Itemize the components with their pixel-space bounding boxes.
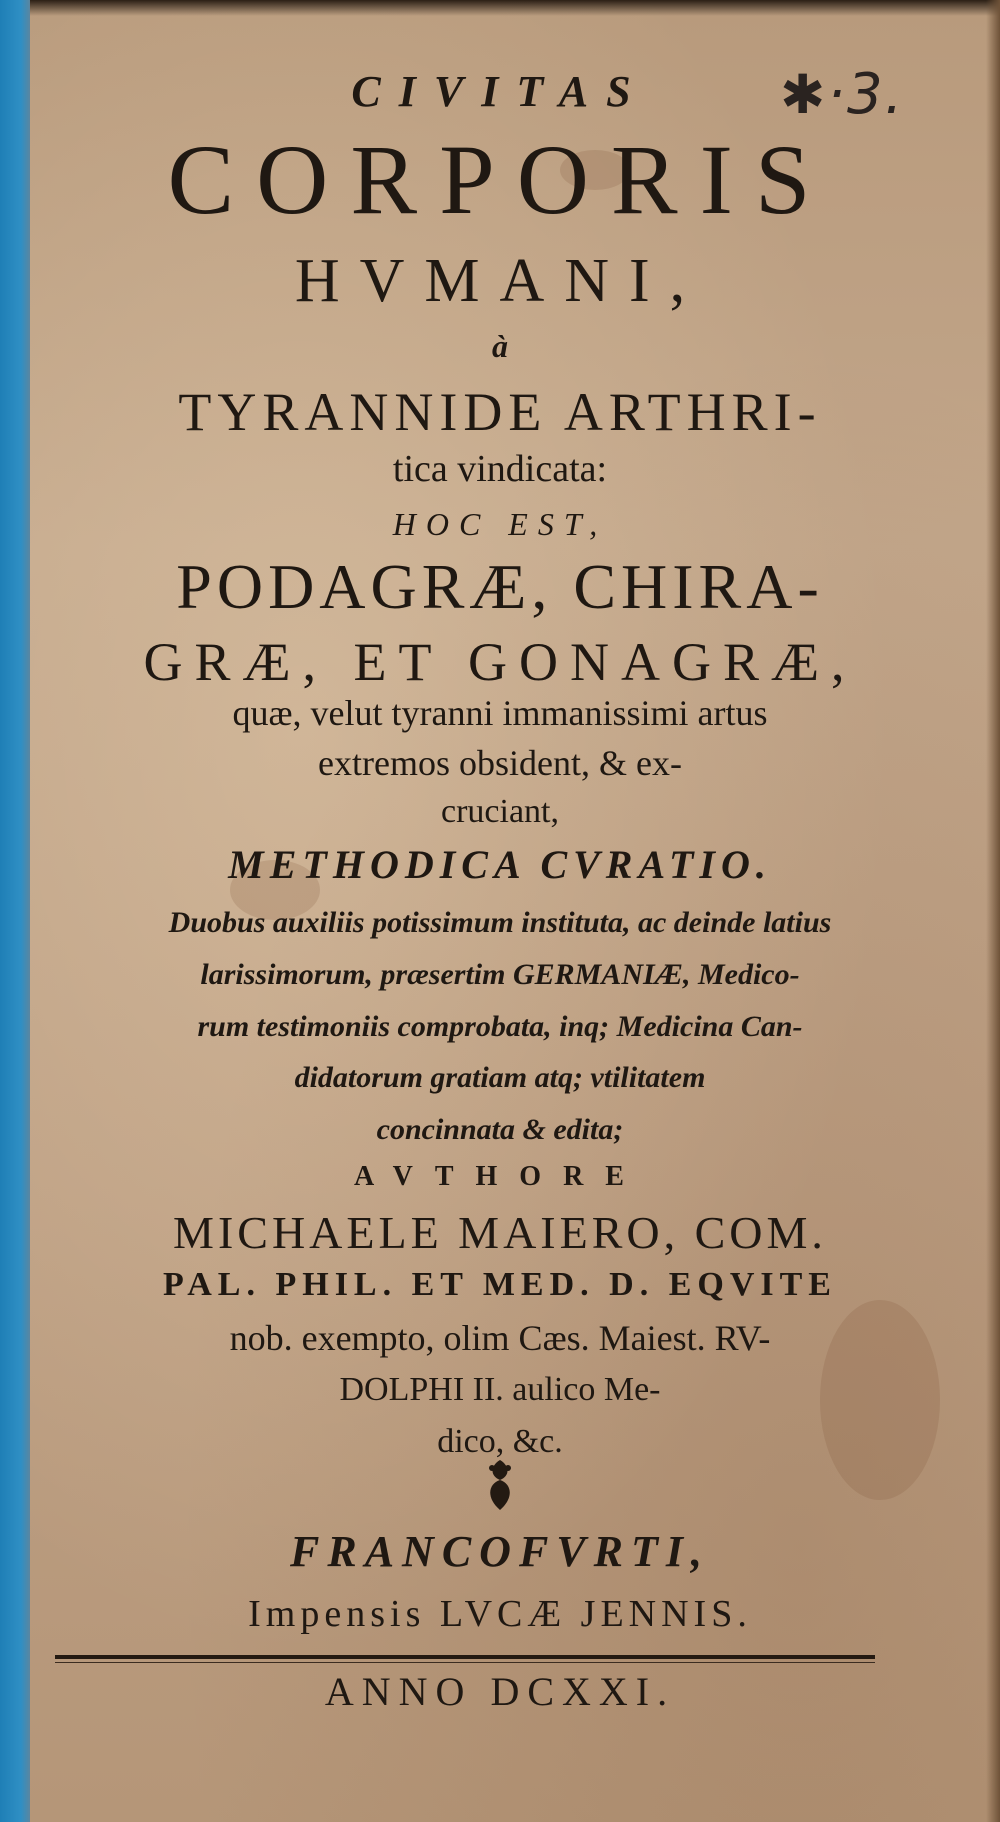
author-line-dico: dico, &c. — [437, 1423, 563, 1460]
title-line-podagrae: PODAGRÆ, CHIRA- — [176, 551, 824, 622]
title-line-clarissimorum: larissimorum, præsertim GERMANIÆ, Medico- — [200, 958, 800, 991]
title-line-didatorum: didatorum gratiam atq; vtilitatem — [294, 1061, 706, 1094]
title-line-methodica-curatio: METHODICA CVRATIO. — [228, 842, 772, 887]
shelfmark-number: ·3. — [827, 62, 905, 127]
imprint-place: FRANCOFVRTI, — [290, 1527, 710, 1576]
author-line-dolphi: DOLPHI II. aulico Me- — [339, 1371, 661, 1408]
title-line-a: à — [492, 328, 508, 364]
title-line-cruciant: cruciant, — [441, 793, 559, 830]
title-line-civitas: CIVITAS — [351, 67, 649, 116]
printer-ornament-icon — [480, 1458, 520, 1512]
title-line-testimoniis: rum testimoniis comprobata, inq; Medicina Can- — [197, 1010, 803, 1043]
author-titles: PAL. PHIL. ET MED. D. EQVITE — [163, 1266, 837, 1303]
imprint-rule-thin — [55, 1662, 875, 1663]
title-line-corporis: CORPORIS — [167, 124, 833, 235]
page-right-edge — [986, 0, 1000, 1822]
title-line-humani: HVMANI, — [294, 247, 706, 315]
title-line-tica: tica vindicata: — [392, 448, 608, 490]
imprint-year: ANNO DCXXI. — [324, 1669, 676, 1714]
title-line-duobus: Duobus auxiliis potissimum instituta, ac deinde latius — [168, 906, 832, 939]
binding-edge — [0, 0, 30, 1822]
title-line-extremos: extremos obsident, & ex- — [318, 743, 682, 783]
title-line-concinnata: concinnata & edita; — [376, 1113, 624, 1146]
title-line-quae: quæ, velut tyranni immanissimi artus — [232, 693, 768, 733]
title-line-gonagrae: GRÆ, ET GONAGRÆ, — [143, 632, 857, 692]
imprint-publisher: Impensis LVCÆ JENNIS. — [248, 1593, 752, 1635]
title-line-hoc-est: HOC EST, — [392, 506, 608, 542]
author-name: MICHAELE MAIERO, COM. — [173, 1207, 827, 1258]
title-line-authore: AVTHORE — [354, 1161, 646, 1192]
author-line-nob: nob. exempto, olim Cæs. Maiest. RV- — [229, 1318, 771, 1358]
shelfmark-cross: ✱ — [780, 63, 828, 126]
title-line-tyrannide: TYRANNIDE ARTHRI- — [178, 382, 822, 442]
page-top-shadow — [0, 0, 1000, 16]
imprint-rule — [55, 1655, 875, 1659]
